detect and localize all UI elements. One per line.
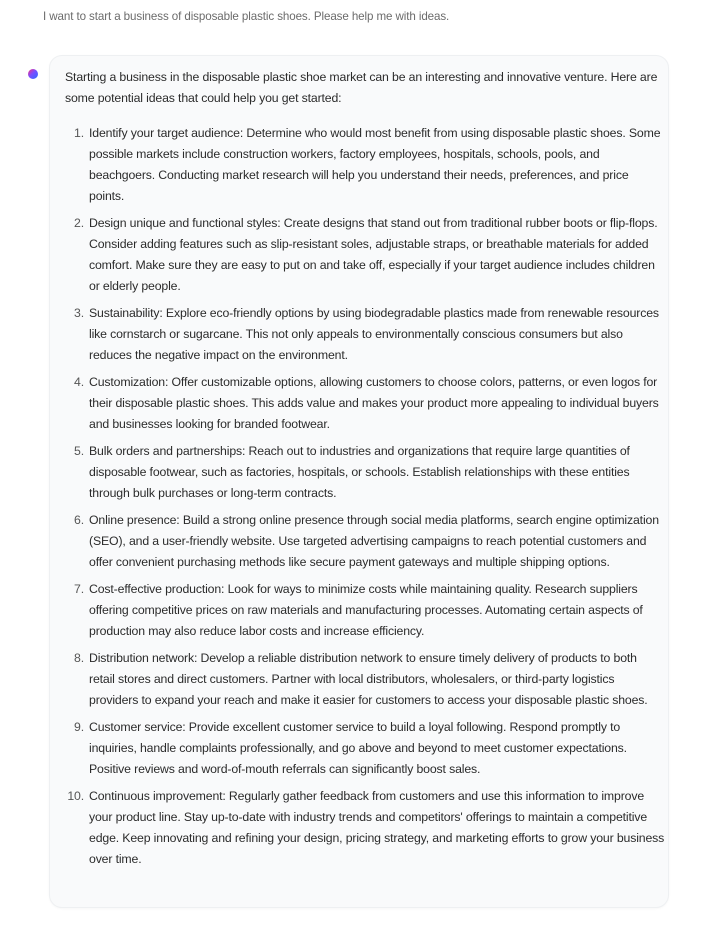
list-item-number: 2. <box>74 216 84 230</box>
list-item-text: Customer service: Provide excellent customer service to build a loyal following. Respond promptly to inquiries, handle complaints professionally, and go above and beyond to meet customer expectations. Positive reviews and word-of-mouth referrals can significantly boost sales. <box>89 720 627 776</box>
list-item <box>65 441 665 504</box>
list-item <box>65 579 665 642</box>
list-item-text: Cost-effective production: Look for ways to minimize costs while maintaining quality. Research suppliers offering competitive prices on raw materials and manufacturing processes. Automating certain aspects of production may also reduce labor costs and increase efficiency. <box>89 582 643 638</box>
list-item-text: Online presence: Build a strong online presence through social media platforms, search engine optimization (SEO), and a user-friendly website. Use targeted advertising campaigns to reach potential customers and offer convenient purchasing methods like secure payment gateways and multiple shipping options. <box>89 513 659 569</box>
assistant-message-card <box>49 55 669 908</box>
list-item <box>65 303 665 366</box>
list-item <box>65 717 665 780</box>
list-item-text: Customization: Offer customizable options, allowing customers to choose colors, patterns, or even logos for their disposable plastic shoes. This adds value and makes your product more appealing to individual buyers and businesses looking for branded footwear. <box>89 375 659 431</box>
list-item-number: 9. <box>74 720 84 734</box>
assistant-intro: Starting a business in the disposable plastic shoe market can be an interesting and innovative venture. Here are some potential ideas that could help you get started: <box>65 70 658 105</box>
user-prompt: I want to start a business of disposable plastic shoes. Please help me with ideas. <box>43 10 450 23</box>
list-item-text: Design unique and functional styles: Create designs that stand out from traditional rubber boots or flip-flops. Consider adding features such as slip-resistant soles, adjustable straps, or breathable materials for added comfort. Make sure they are easy to put on and take off, especially if your target audience includes children or elderly people. <box>89 216 658 293</box>
list-item-number: 1. <box>74 126 84 140</box>
list-item <box>65 213 665 297</box>
list-item-text: Distribution network: Develop a reliable distribution network to ensure timely delivery of products to both retail stores and direct customers. Partner with local distributors, wholesalers, or third-party logistics providers to expand your reach and make it easier for customers to access your disposable plastic shoes. <box>89 651 648 707</box>
list-item-text: Sustainability: Explore eco-friendly options by using biodegradable plastics made from renewable resources like cornstarch or sugarcane. This not only appeals to environmentally conscious consumers but also reduces the negative impact on the environment. <box>89 306 659 362</box>
assistant-avatar-icon <box>28 69 38 79</box>
list-item-number: 8. <box>74 651 84 665</box>
list-item <box>65 372 665 435</box>
list-item-number: 4. <box>74 375 84 389</box>
list-item <box>65 786 665 870</box>
list-item-text: Identify your target audience: Determine who would most benefit from using disposable plastic shoes. Some possible markets include construction workers, factory employees, hospitals, schools, pools, and beachgoers. Conducting market research will help you understand their needs, preferences, and price points. <box>89 126 661 203</box>
list-item-text: Bulk orders and partnerships: Reach out to industries and organizations that require large quantities of disposable footwear, such as factories, hospitals, or schools. Establish relationships with these entities through bulk purchases or long-term contracts. <box>89 444 630 500</box>
ideas-list <box>65 123 665 876</box>
list-item <box>65 510 665 573</box>
list-item-number: 6. <box>74 513 84 527</box>
list-item-text: Continuous improvement: Regularly gather feedback from customers and use this information to improve your product line. Stay up-to-date with industry trends and competitors' offerings to maintain a competitive edge. Keep innovating and refining your design, pricing strategy, and marketing efforts to grow your business over time. <box>89 789 665 866</box>
list-item-number: 7. <box>74 582 84 596</box>
list-item-number: 3. <box>74 306 84 320</box>
list-item-number: 5. <box>74 444 84 458</box>
list-item <box>65 123 665 207</box>
list-item-number: 10. <box>67 789 84 803</box>
list-item <box>65 648 665 711</box>
